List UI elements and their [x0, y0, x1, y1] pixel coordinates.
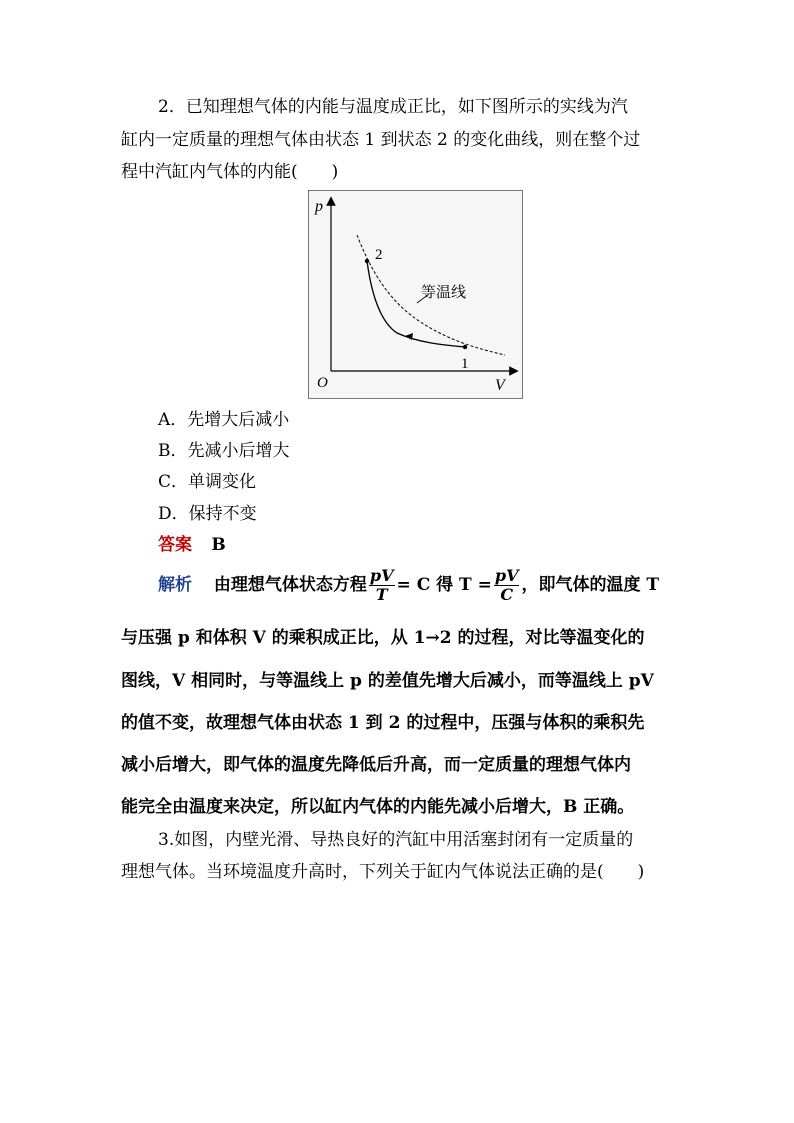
analysis-line5: 减小后增大，即气体的温度先降低后升高，而一定质量的理想气体内 — [121, 755, 631, 775]
analysis-line1 — [158, 566, 659, 604]
state-1-label: 1 — [461, 356, 469, 372]
fraction-pv-over-c: $\frac{pV}{C}$ — [494, 566, 519, 604]
option-c: C．单调变化 — [158, 472, 257, 492]
analysis-text-1c: ，即气体的温度 T — [521, 575, 660, 595]
q3-stem-line2: 理想气体。当环境温度升高时，下列关于缸内气体说法正确的是( ) — [121, 862, 645, 882]
option-b: B．先减小后增大 — [158, 441, 290, 461]
origin-label: O — [317, 375, 328, 391]
answer-value: B — [211, 535, 226, 555]
pv-diagram — [308, 190, 523, 399]
answer-label: 答案 — [158, 535, 192, 555]
option-d: D．保持不变 — [158, 504, 257, 524]
answer-line — [158, 534, 226, 556]
q3-stem-line1: 3.如图，内壁光滑、导热良好的汽缸中用活塞封闭有一定质量的 — [158, 830, 634, 850]
fraction-pv-over-t: $\frac{pV}{T}$ — [369, 566, 394, 604]
analysis-text-1a: 由理想气体状态方程 — [213, 575, 367, 595]
option-a: A．先增大后减小 — [158, 410, 290, 430]
axis-x-label: V — [495, 377, 505, 394]
analysis-line4: 的值不变，故理想气体由状态 1 到 2 的过程中，压强与体积的乘积先 — [121, 713, 645, 733]
state-1-point — [463, 345, 467, 349]
process-curve — [367, 261, 465, 347]
isotherm-label: 等温线 — [421, 283, 467, 301]
q2-stem-line1: 2．已知理想气体的内能与温度成正比，如下图所示的实线为汽 — [158, 97, 628, 117]
analysis-text-1b: = C 得 T = — [396, 575, 492, 595]
q2-stem-line2: 缸内一定质量的理想气体由状态 1 到状态 2 的变化曲线，则在整个过 — [121, 130, 641, 150]
analysis-line6: 能完全由温度来决定，所以缸内气体的内能先减小后增大，B 正确。 — [121, 797, 635, 817]
analysis-line3: 图线，V 相同时，与等温线上 p 的差值先增大后减小，而等温线上 pV — [121, 671, 654, 691]
axis-y-label: p — [315, 198, 323, 215]
q2-stem-line3: 程中汽缸内气体的内能( ) — [121, 162, 339, 182]
direction-arrow — [405, 333, 413, 340]
state-2-point — [365, 259, 369, 263]
analysis-line2: 与压强 p 和体积 V 的乘积成正比，从 1→2 的过程，对比等温变化的 — [121, 628, 645, 648]
analysis-label: 解析 — [158, 575, 192, 595]
state-2-label: 2 — [375, 247, 383, 263]
